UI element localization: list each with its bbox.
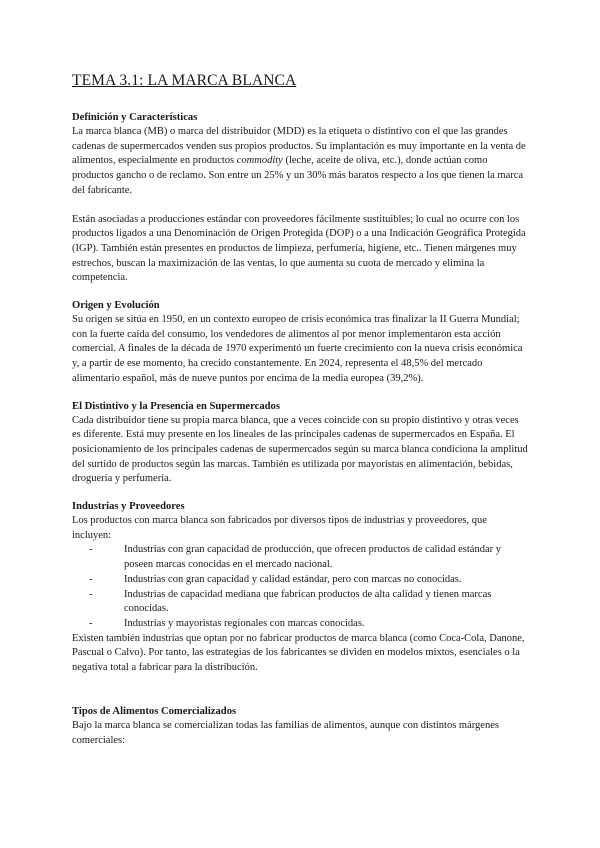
list-item-text: Industrias de capacidad mediana que fabrican productos de alta calidad y tienen marcas conocidas. [124,588,492,615]
section-heading: Origen y Evolución [72,300,160,312]
list-item [89,573,528,588]
section-origen [72,299,528,387]
section-industrias [72,500,528,676]
paragraph: Cada distribuidor tiene su propia marca blanca, que a veces coincide con su propio distintivo y otras veces es diferente. Está muy presente en los lineales de las principales cadenas de supermercados en España. El posicionamiento de los principales cadenas de supermercados según su marca blanca condiciona la amplitud del surtido de productos según las marcas. También es utilizada por mayoristas en alimentación, bebidas, droguería y perfumería. [72,414,528,485]
section-heading: El Distintivo y la Presencia en Supermercados [72,400,280,412]
list-item [89,543,528,572]
dash-bullet: - [89,544,93,556]
dash-bullet: - [89,588,93,600]
dash-bullet: - [89,617,93,629]
paragraph: Bajo la marca blanca se comercializan todas las familias de alimentos, aunque con distintos márgenes comerciales: [72,719,499,746]
section-distintivo [72,400,528,488]
industry-list [72,543,528,631]
list-item [89,588,528,617]
paragraph: Su origen se sitúa en 1950, en un contexto europeo de crisis económica tras finalizar la II Guerra Mundial; con la fuerte caída del consumo, los vendedores de alimentos al por menor implementaron esta acción comercial. A finales de la década de 1970 experimentó un fuerte crecimiento con la nueva crisis económica y, a partir de ese momento, ha crecido constantemente. En 2024, representa el 48,5% del mercado alimentario español, más de nueve puntos por encima de la media europea (39,2%). [72,314,523,384]
section-heading: Industrias y Proveedores [72,501,185,513]
emphasis-text: commodity [236,155,283,167]
page-title: TEMA 3.1: LA MARCA BLANCA [72,72,297,89]
paragraph: Existen también industrias que optan por no fabricar productos de marca blanca (como Coca-Cola, Danone, Pascual o Calvo). Por tanto, las estrategias de los fabricantes se dividen en modelos mixtos, esenciales o la negativa total a fabricar para la distribución. [72,632,525,674]
paragraph [72,125,528,199]
paragraph-text: (leche, aceite de oliva, etc.), donde actúan como productos gancho o de reclamo. Son entre un 25% y un 30% más baratos respecto a los que tienen la marca del fabricante. [72,155,524,196]
list-item-text: Industrias con gran capacidad de producción, que ofrecen productos de calidad estándar y poseen marcas conocidas en el mercado nacional. [124,544,501,571]
section-definicion [72,111,528,286]
section-heading: Tipos de Alimentos Comercializados [72,705,237,717]
list-item [89,617,528,632]
paragraph: Los productos con marca blanca son fabricados por diversos tipos de industrias y proveedores, que incluyen: [72,515,487,541]
section-heading: Definición y Características [72,112,198,123]
paragraph: Están asociadas a producciones estándar con proveedores fácilmente sustituibles; lo cual no ocurre con los productos ligados a una Denominación de Origen Protegida (DOP) o a una Indicación Geográfica Protegida (IGP). También están presentes en productos de limpieza, perfumería, higiene, etc.. Tienen márgenes muy estrechos, buscan la maximización de las ventas, lo que aumenta su cuota de mercado y elimina la competencia. [72,213,526,284]
list-item-text: Industrias y mayoristas regionales con marcas conocidas. [124,617,365,629]
list-item-text: Industrias con gran capacidad y calidad estándar, pero con marcas no conocidas. [124,573,462,585]
dash-bullet: - [89,573,93,585]
section-tipos [72,705,528,748]
paragraph-text: La marca blanca (MB) o marca del distribuidor (MDD) es la etiqueta o distintivo con el que las grandes cadenas de supermercados venden sus propios productos. Su implantación es muy importante en la venta de alimentos, especialmente en productos [72,126,526,167]
